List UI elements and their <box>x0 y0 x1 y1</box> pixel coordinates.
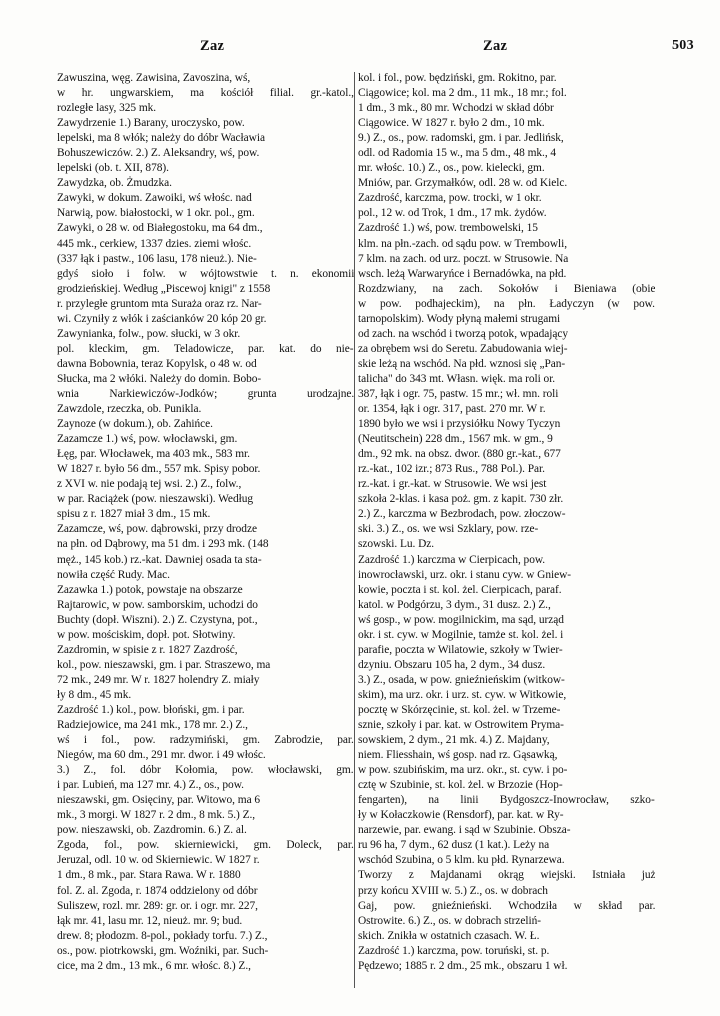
text-line: os., pow. piotrkowski, gm. Woźniki, par. Such- <box>57 944 269 957</box>
text-line: odl. od Radomia 15 w., ma 5 dm., 48 mk., 4 <box>358 147 557 160</box>
text-line: przy końcu XVIII w. 5.) Z., os. w dobrach <box>358 884 548 897</box>
left-column <box>57 71 354 974</box>
text-line: Tworzy z Majdanami okrąg wiejski. Istniała już <box>358 869 655 882</box>
text-line: Ostrowite. 6.) Z., os. w dobrach strzeliń- <box>358 914 541 927</box>
text-line: skie leżą na wschód. Na płd. wznosi się „Pan- <box>358 357 566 370</box>
text-line: or. 1354, łąk i ogr. 317, past. 270 mr. W r. <box>358 403 546 416</box>
text-line: Słucka, ma 2 włóki. Należy do domin. Bobo- <box>57 372 262 385</box>
text-line: 9.) Z., os., pow. radomski, gm. i par. Jedlińsk, <box>358 132 564 145</box>
text-line: parafie, poczta w Wilatowie, szkoły w Twier- <box>358 643 563 656</box>
text-line: pol., 12 w. od Trok, 1 dm., 17 mk. żydów. <box>358 207 547 220</box>
text-line: Bohuszewiczów. 2.) Z. Aleksandry, wś, pow. <box>57 147 260 160</box>
running-head-left: Zaz <box>200 38 225 54</box>
text-line: w pow. szubińskim, ma urz. okr., st. cyw. i po- <box>358 764 568 777</box>
text-line: wś gosp., w pow. mogilnickim, ma sąd, urząd <box>358 613 564 626</box>
text-line: inowrocławski, urz. okr. i stanu cyw. w Gniew- <box>358 568 572 581</box>
text-line: wnia Narkiewiczów-Jodków; grunta urodzajne. <box>57 387 354 400</box>
text-line: rz.-kat., 102 izr.; 873 Rus., 788 Pol.). Par. <box>358 463 545 476</box>
text-line: grodzieńskiej. Według „Piscewoj knigi" z 1558 <box>57 282 271 295</box>
text-line: Ciągowice; kol. ma 2 dm., 11 mk., 18 mr.; fol. <box>358 87 567 100</box>
text-line: (337 łąk i pastw., 106 lasu, 178 nieuż.). Nie- <box>57 252 257 265</box>
text-line: drew. 8; płodozm. 8-pol., pokłady torfu. 7.) Z., <box>57 929 268 942</box>
text-line: Zawydzka, ob. Żmudzka. <box>57 177 172 190</box>
text-line: fengarten), na linii Bydgoszcz-Inowrocław, szko- <box>358 794 655 807</box>
text-line: okr. i st. cyw. w Mogilnie, tamże st. kol. żel. i <box>358 628 564 641</box>
text-line: niem. Fliesshain, wś gosp. nad rz. Gąsawką, <box>358 749 558 762</box>
text-line: rz.-kat. i gr.-kat. w Strusowie. We wsi jest <box>358 478 547 491</box>
text-line: talicha" do 343 mt. Własn. więk. ma roli or. <box>358 372 556 385</box>
text-line: Łęg, par. Włocławek, ma 403 mk., 583 mr. <box>57 448 250 461</box>
text-line: skim), ma urz. okr. i urz. st. cyw. w Witkowie, <box>358 688 567 701</box>
text-line: mk., 3 morgi. W 1827 r. 2 dm., 8 mk. 5.) Z., <box>57 809 256 822</box>
running-head-right: Zaz <box>483 38 508 54</box>
text-line: Narwią, pow. białostocki, w 1 okr. pol., gm. <box>57 207 255 220</box>
text-line: Zawynianka, folw., pow. słucki, w 3 okr. <box>57 327 241 340</box>
text-line: szkoła 2-klas. i kasa poż. gm. z kapit. 730 złr. <box>358 493 564 506</box>
text-line: 1 dm., 8 mk., par. Stara Rawa. W r. 1880 <box>57 869 241 882</box>
text-line: Zazdrość 1.) kol., pow. błoński, gm. i par. <box>57 703 245 716</box>
text-line: tarnopolskim). Wody płyną małemi strugami <box>358 312 561 325</box>
text-line: katol. w Podgórzu, 3 dym., 31 dusz. 2.) Z., <box>358 598 551 611</box>
text-line: Zazdrość 1.) karczma, pow. toruński, st. p. <box>358 944 550 957</box>
text-line: cztę w Szubinie, st. kol. żel. w Brzozie (Hop- <box>358 779 563 792</box>
right-column <box>358 71 655 974</box>
text-line: cice, ma 2 dm., 13 mk., 6 mr. włośc. 8.) Z., <box>57 959 251 972</box>
text-line: lepelski, ma 8 włók; należy do dóbr Wacławia <box>57 132 265 145</box>
text-line: kol., pow. nieszawski, gm. i par. Straszewo, ma <box>57 658 271 671</box>
text-line: W 1827 r. było 56 dm., 557 mk. Spisy pobor. <box>57 463 261 476</box>
text-line: Zawuszina, węg. Zawisina, Zavoszina, wś, <box>57 72 251 84</box>
text-line: dzyniu. Obszaru 105 ha, 2 dym., 34 dusz. <box>358 658 546 671</box>
text-line: Zazdrość, karczma, pow. trocki, w 1 okr. <box>358 192 542 205</box>
text-line: sznie, szkoły i par. kat. w Ostrowitem Pryma- <box>358 719 564 732</box>
text-line: z XVI w. nie podają tej wsi. 2.) Z., folw., <box>57 478 242 491</box>
text-line: na płn. od Dąbrowy, ma 51 dm. i 293 mk. (148 <box>57 538 269 551</box>
text-line: Suliszew, rozl. mr. 289: gr. or. i ogr. mr. 227, <box>57 899 258 912</box>
text-line: 3.) Z., osada, w pow. gnieźnieńskim (witkow- <box>358 673 565 686</box>
text-line: lepelski (ob. t. XII, 878). <box>57 162 169 175</box>
text-line: spisu z r. 1827 miał 3 dm., 15 mk. <box>57 508 211 521</box>
text-line: ski. 3.) Z., os. we wsi Szklary, pow. rze- <box>358 523 539 536</box>
text-line: w hr. ungwarskiem, ma kościół filial. gr.-katol., <box>57 87 354 100</box>
text-line: Zawyki, w dokum. Zawoiki, wś włośc. nad <box>57 192 252 205</box>
text-line: dm., 92 mk. na obsz. dwor. (880 gr.-kat., 677 <box>358 448 561 461</box>
text-line: 7 klm. na zach. od urz. poczt. w Strusowie. Na <box>358 252 569 265</box>
column-divider <box>354 72 355 988</box>
text-line: 1 dm., 3 mk., 80 mr. Wchodzi w skład dóbr <box>358 102 554 115</box>
text-line: Zazdromin, w spisie z r. 1827 Zazdrość, <box>57 643 238 656</box>
text-line: (Neutitschein) 228 dm., 1567 mk. w gm., 9 <box>358 433 553 446</box>
text-line: ły 8 dm., 45 mk. <box>57 688 132 701</box>
text-line: kowie, poczta i st. kol. żel. Cierpicach, paraf. <box>358 583 562 596</box>
text-line: w par. Raciążek (pow. nieszawski). Według <box>57 493 253 506</box>
text-line: nieszawski, gm. Osięciny, par. Witowo, ma 6 <box>57 794 261 807</box>
text-line: Zgoda, fol., pow. skierniewicki, gm. Doleck, par. <box>57 839 354 852</box>
text-line: w pow. mościskim, dopł. pot. Słotwiny. <box>57 628 236 641</box>
text-line: r. przyległe gruntom mta Suraża oraz rz. Nar- <box>57 297 262 310</box>
text-line: Rozdzwiany, na zach. Sokołów i Bieniawa (obie <box>358 282 655 295</box>
text-line: ły w Kołaczkowie (Rensdorf), par. kat. w Ry- <box>358 809 564 822</box>
text-line: rozległe lasy, 325 mk. <box>57 102 157 115</box>
text-line: łąk mr. 41, lasu mr. 12, nieuż. mr. 9; bud. <box>57 914 243 927</box>
text-line: Buchty (dopł. Wiszni). 2.) Z. Czystyna, pot., <box>57 613 258 626</box>
text-line: dawna Bobownia, teraz Kopylsk, o 48 w. od <box>57 357 257 370</box>
text-line: fol. Z. al. Zgoda, r. 1874 oddzielony od dóbr <box>57 884 258 897</box>
text-line: 3.) Z., fol. dóbr Kołomia, pow. włocławski, gm. <box>57 764 354 777</box>
text-line: ru 96 ha, 7 dym., 62 dusz (1 kat.). Leży na <box>358 839 550 852</box>
text-line: Zazamcze, wś, pow. dąbrowski, przy drodze <box>57 523 257 536</box>
text-line: kol. i fol., pow. będziński, gm. Rokitno, par. <box>358 72 557 84</box>
text-line: Ciągowice. W 1827 r. było 2 dm., 10 mk. <box>358 117 545 130</box>
text-line: od zach. na wschód i tworzą potok, wpadający <box>358 327 569 340</box>
text-line: w pow. podhajeckim), na płn. Ładyczyn (w pow. <box>358 297 655 310</box>
text-line: mr. włośc. 10.) Z., os., pow. kielecki, gm. <box>358 162 545 175</box>
text-line: pow. nieszawski, ob. Zazdromin. 6.) Z. al. <box>57 824 247 837</box>
text-line: Gaj, pow. gnieźnieński. Wchodziła w skład par. <box>358 899 655 912</box>
text-line: sowskiem, 2 dym., 21 mk. 4.) Z. Majdany, <box>358 734 550 747</box>
text-line: nowiła część Rudy. Mac. <box>57 568 170 581</box>
text-line: Rajtarowic, w pow. samborskim, uchodzi do <box>57 598 258 611</box>
page-number: 503 <box>672 38 694 53</box>
text-line: 72 mk., 249 mr. W r. 1827 holendry Z. miały <box>57 673 260 686</box>
text-line: pol. kleckim, gm. Teladowicze, par. kat. do nie- <box>57 342 354 355</box>
text-line: Jeruzal, odl. 10 w. od Skierniewic. W 1827 r. <box>57 854 260 867</box>
text-line: skich. Znikła w ostatnich czasach. W. Ł. <box>358 929 540 942</box>
text-line: Niegów, ma 60 dm., 291 mr. dwor. i 49 włośc. <box>57 749 266 762</box>
text-line: 1890 było we wsi i przysiółku Nowy Tyczyn <box>358 418 561 431</box>
text-line: Pędzewo; 1885 r. 2 dm., 25 mk., obszaru 1 wł. <box>358 959 568 972</box>
text-line: gdyś sioło i folw. w wójtowstwie t. n. ekonomii <box>57 267 354 280</box>
text-line: 2.) Z., karczma w Bezbrodach, pow. złoczow- <box>358 508 566 521</box>
text-line: Zawydrzenie 1.) Barany, uroczysko, pow. <box>57 117 245 130</box>
text-line: wschód Szubina, o 5 klm. ku płd. Rynarzewa. <box>358 854 565 867</box>
text-line: Radziejowice, ma 241 mk., 178 mr. 2.) Z., <box>57 719 248 732</box>
text-line: pocztę w Skórzęcinie, st. kol. żel. w Trzeme- <box>358 703 561 716</box>
text-line: 387, łąk i ogr. 75, pastw. 15 mr.; wł. mn. roli <box>358 387 559 400</box>
text-line: Zazdrość 1.) karczma w Cierpicach, pow. <box>358 553 546 566</box>
text-line: Zawyki, o 28 w. od Białegostoku, ma 64 dm., <box>57 222 263 235</box>
text-line: Zazdrość 1.) wś, pow. trembowelski, 15 <box>358 222 538 235</box>
text-line: Zazamcze 1.) wś, pow. włocławski, gm. <box>57 433 238 446</box>
text-line: wi. Czyniły z włók i zaścianków 20 kóp 20 gr. <box>57 312 267 325</box>
text-line: klm. na płn.-zach. od sądu pow. w Trembowli, <box>358 237 568 250</box>
text-line: Zawzdole, rzeczka, ob. Punikla. <box>57 403 202 416</box>
text-line: wś i fol., pow. radzymiński, gm. Zabrodzie, par. <box>57 734 354 747</box>
text-line: i par. Lubień, ma 127 mr. 4.) Z., os., pow. <box>57 779 244 792</box>
text-line: Zazawka 1.) potok, powstaje na obszarze <box>57 583 243 596</box>
text-line: Mniów, par. Grzymałków, odl. 28 w. od Kielc. <box>358 177 568 190</box>
text-line: narzewie, par. ewang. i sąd w Szubinie. Obsza- <box>358 824 571 837</box>
text-line: Zaynoze (w dokum.), ob. Zahińce. <box>57 418 213 431</box>
text-line: szowski. Lu. Dz. <box>358 538 435 551</box>
text-line: męż., 145 kob.) rz.-kat. Dawniej osada ta sta- <box>57 553 262 566</box>
text-line: wsch. leżą Warwaryńce i Bernadówka, na płd. <box>358 267 567 280</box>
text-line: 445 mk., cerkiew, 1337 dzies. ziemi włośc. <box>57 237 252 250</box>
text-line: za obrębem wsi do Seretu. Zabudowania wiej- <box>358 342 568 355</box>
